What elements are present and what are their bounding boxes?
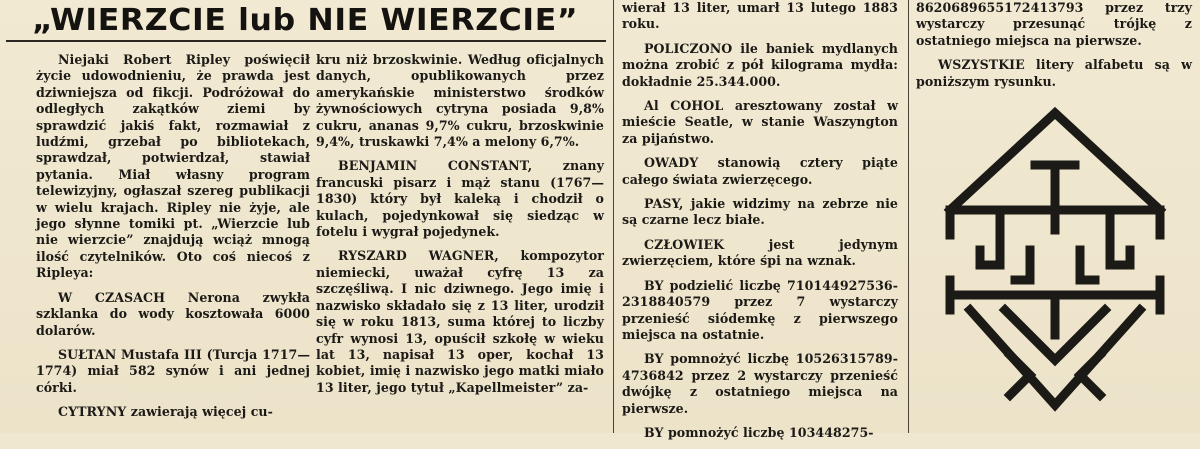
figure-inner-left-hook: [1015, 250, 1030, 280]
litery-paragraph: WSZYSTKIE litery alfabetu są w poniższym rysunku.: [916, 57, 1192, 89]
pomnozyc-paragraph-1: BY pomnożyć liczbę 10526315789-4736842 przez 2 wystarczy przenieść dwójkę z ostatniego miejsca na pierwsze.: [622, 351, 898, 416]
headline-block: [6, 0, 606, 42]
policzono-paragraph: POLICZONO ile baniek mydlanych można zrobić z pół kilograma mydła: dokładnie 25.344.000.: [622, 40, 898, 89]
alphabet-puzzle-figure: [940, 105, 1170, 425]
cytryny-paragraph: CYTRYNY zawierają więcej cu-: [58, 404, 273, 420]
constant-paragraph: BENJAMIN CONSTANT, znany francuski pisarz i mąż stanu (1767—1830) który był kaleką i chodził o kulach, pojedynkował się siedząc w fotelu i wygrał pojedynek.: [316, 158, 604, 240]
column-3: [622, 0, 898, 449]
column-divider: [613, 0, 614, 433]
neron-paragraph: W CZASACH Nerona zwykła szklanka do wody kosztowała 6000 dolarów.: [36, 289, 310, 338]
alcohol-paragraph: Al COHOL aresztowany został w mieście Seatle, w stanie Waszyngton za pijaństwo.: [622, 98, 898, 146]
figure-left-chevron: [1010, 355, 1030, 395]
owady-paragraph: OWADY stanowią cztery piąte całego świata zwierzęcego.: [622, 155, 898, 187]
page-title: „WIERZCIE lub NIE WIERZCIE”: [32, 3, 579, 38]
figure-right-chevron: [1080, 355, 1100, 395]
figure-inner-right-hook: [1080, 250, 1095, 280]
sultan-paragraph: SUŁTAN Mustafa III (Turcja 1717—1774) miał 582 synów i ani jednej córki.: [36, 346, 310, 395]
intro-paragraph: Niejaki Robert Ripley poświęcił życie udowodnieniu, że prawda jest dziwniejsza od fikcji. Podróżował do odległych zakątków ziemi by sprawdzić jakiś fakt, rozmawiał z ludźmi, grzebał po bibliotekach, sprawdzał, potwierdzał, stawiał pytania. Miał własny program telewizyjny, ogłaszał szereg publikacji w wielu krajach. Ripley nie żyje, ale jego słynne tomiki pt. „Wierzcie lub nie wierzcie” znajdują wciąż mnogą ilość czytelników. Oto coś niecoś z Ripleya:: [36, 52, 310, 281]
column-4: [916, 0, 1192, 98]
cytryny-continued: kru niż brzoskwinie. Według oficjalnych danych, opublikowanych przez amerykańskie ministerstwo środków żywnościowych cytryna posiada 9,8% cukru, ananas 9,7% cukru, brzoskwinie 9,4%, truskawki 7,4% a melony 6,7%.: [316, 52, 604, 150]
wagner-paragraph: RYSZARD WAGNER, kompozytor niemiecki, uważał cyfrę 13 za szczęśliwą. I nic dziwnego. Jego imię i nazwisko składało się z 13 liter, urodził się w roku 1813, suma której to liczby cyfr wynosi 13, opuścił szkołę w wieku lat 13, napisał 13 oper, kochał 13 kobiet, imię i nazwisko jego matki miało 13 liter, jego tytuł „Kapellmeister” za-: [316, 248, 604, 395]
pomnozyc-continued: 8620689655172413793 przez trzy wystarczy przesunąć trójkę z ostatniego miejsca na pierwsze.: [916, 0, 1192, 48]
pasy-paragraph: PASY, jakie widzimy na zebrze nie są czarne lecz białe.: [622, 196, 898, 228]
column-2: [316, 52, 604, 404]
wagner-continued: wierał 13 liter, umarł 13 lutego 1883 roku.: [622, 0, 898, 32]
column-1: [36, 52, 310, 429]
pomnozyc-paragraph-2: BY pomnożyć liczbę 103448275-: [644, 424, 874, 440]
czlowiek-paragraph: CZŁOWIEK jest jedynym zwierzęciem, które śpi na wznak.: [622, 236, 898, 269]
podzielic-paragraph: BY podzielić liczbę 710144927536-2318840579 przez 7 wystarczy przenieść siódemkę z pierwszego miejsca na ostatnie.: [622, 277, 898, 342]
column-divider: [908, 0, 909, 433]
